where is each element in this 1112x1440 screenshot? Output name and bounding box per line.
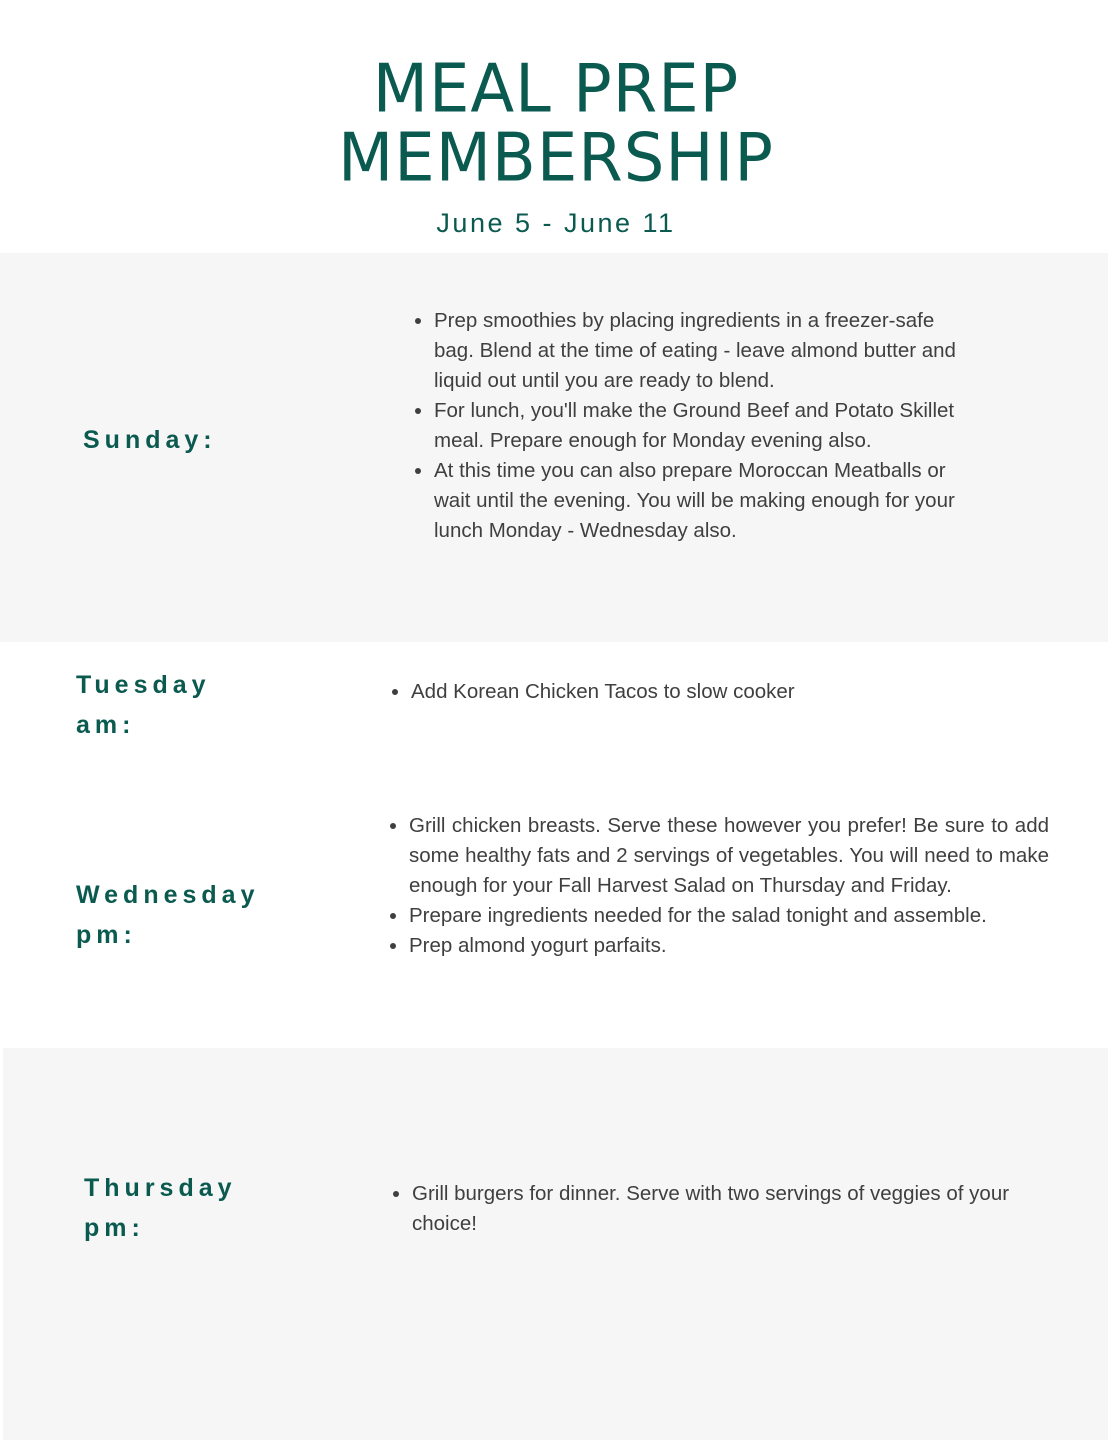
- label-line: Wednesday: [76, 881, 260, 909]
- list-item: • Prepare ingredients needed for the salad tonight and assemble.: [409, 901, 1049, 931]
- tuesday-label: [76, 665, 211, 745]
- sunday-label: [83, 420, 217, 460]
- sunday-list: [412, 306, 964, 546]
- label-line: am:: [76, 711, 136, 739]
- thursday-label: [84, 1168, 237, 1248]
- label-line: Tuesday: [76, 671, 211, 699]
- list-item: • Prep smoothies by placing ingredients in a freezer-safe bag. Blend at the time of eating - leave almond butter and liquid out until you are ready to blend.: [434, 306, 964, 396]
- title-line-1: MEAL PREP: [372, 50, 740, 129]
- list-item: • Grill chicken breasts. Serve these however you prefer! Be sure to add some healthy fats and 2 servings of vegetables. You will need to make enough for your Fall Harvest Salad on Thursday and Friday.: [409, 811, 1049, 901]
- wednesday-list: [387, 811, 1049, 961]
- thursday-list: [390, 1179, 1077, 1239]
- tuesday-list: [389, 677, 1051, 707]
- label-line: Thursday: [84, 1174, 237, 1202]
- wednesday-label: [76, 875, 259, 955]
- list-item: • Grill burgers for dinner. Serve with two servings of veggies of your choice!: [412, 1179, 1077, 1239]
- list-item: • Add Korean Chicken Tacos to slow cooker: [411, 677, 1051, 707]
- label-line: Sunday:: [83, 426, 217, 454]
- label-line: pm:: [84, 1214, 145, 1242]
- page-title: [0, 50, 1112, 198]
- list-item: • At this time you can also prepare Moroccan Meatballs or wait until the evening. You will be making enough for your lunch Monday - Wednesday also.: [434, 456, 964, 546]
- title-line-2: MEMBERSHIP: [338, 119, 774, 198]
- list-item: • For lunch, you'll make the Ground Beef and Potato Skillet meal. Prepare enough for Monday evening also.: [434, 396, 964, 456]
- date-range: June 5 - June 11: [436, 208, 676, 238]
- list-item: • Prep almond yogurt parfaits.: [409, 931, 1049, 961]
- label-line: pm:: [76, 921, 137, 949]
